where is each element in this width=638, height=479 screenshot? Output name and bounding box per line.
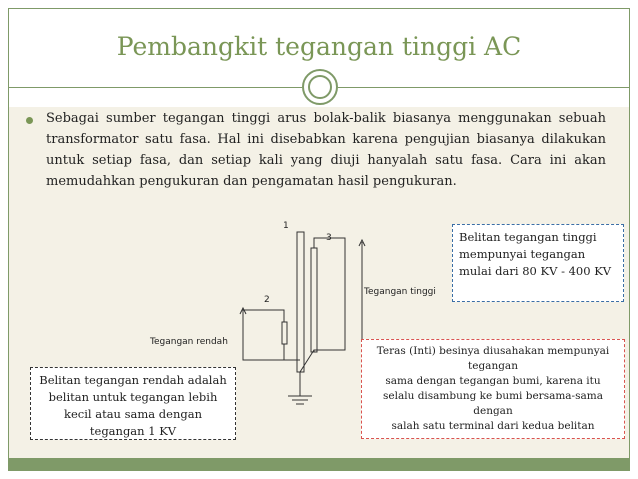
title-divider-left: [9, 87, 302, 88]
label-2: 2: [264, 295, 270, 305]
label-1: 1: [283, 221, 289, 231]
callout-core: [361, 339, 625, 439]
callout-core-line: selalu disambung ke bumi bersama-sama: [383, 390, 603, 402]
label-low-voltage: Tegangan rendah: [150, 337, 228, 347]
callout-low-voltage-line: tegangan 1 KV: [89, 424, 177, 438]
callout-core-line: Teras (Inti) besinya diusahakan mempunyai: [376, 345, 610, 357]
callout-core-line: dengan: [473, 405, 513, 417]
core-bar: [297, 232, 304, 372]
callout-core-line: salah satu terminal dari kedua belitan: [391, 420, 595, 432]
high-voltage-circuit: [314, 238, 345, 352]
callout-low-voltage-line: kecil atau sama dengan: [64, 407, 202, 421]
label-high-voltage: Tegangan tinggi: [364, 287, 436, 297]
bullet-icon: [26, 117, 33, 124]
title-divider-right: [338, 87, 629, 88]
callout-high-voltage-text: Belitan tegangan tinggi mempunyai tegangan mulai dari 80 KV - 400 KV: [459, 230, 612, 278]
callout-core-line: sama dengan tegangan bumi, karena itu: [385, 375, 601, 387]
title-ornament-inner: [308, 75, 332, 99]
slide-title: Pembangkit tegangan tinggi AC: [116, 32, 522, 61]
label-3: 3: [326, 233, 332, 243]
bullet-text: Sebagai sumber tegangan tinggi arus bolak-balik biasanya menggunakan sebuah transformator satu fasa. Hal ini disebabkan karena pengujian biasanya dilakukan untuk setiap fasa, dan setiap kali yang diuji hanyalah satu fasa. Cara ini akan memudahkan pengukuran dan pengamatan hasil pengukuran.: [46, 111, 606, 189]
low-voltage-circuit: [243, 310, 284, 360]
high-voltage-winding: [311, 248, 317, 352]
callout-low-voltage-line: belitan untuk tegangan lebih: [48, 390, 218, 404]
callout-core-line: tegangan: [468, 360, 518, 372]
low-voltage-winding: [282, 322, 287, 344]
footer-bar: [9, 458, 629, 470]
callout-low-voltage: [30, 367, 236, 440]
callout-low-voltage-line: Belitan tegangan rendah adalah: [39, 373, 227, 387]
callout-high-voltage: [452, 224, 624, 302]
